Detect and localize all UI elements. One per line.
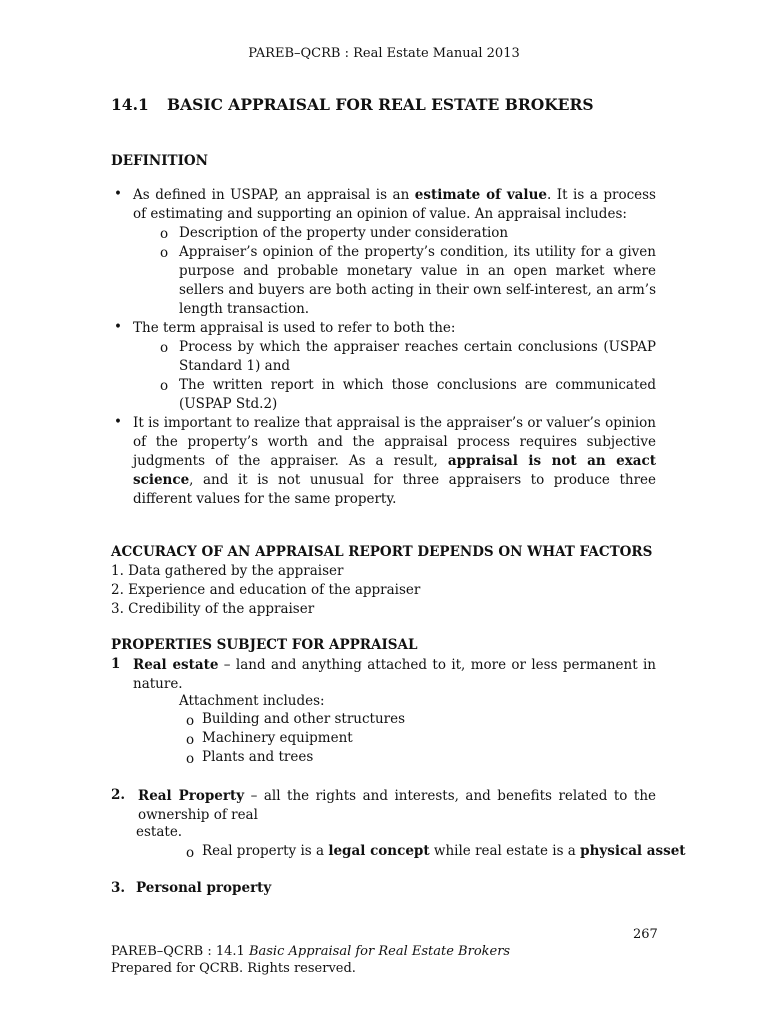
attachment-item-2: Machinery equipment <box>202 730 353 746</box>
sub-bullet-marker: o <box>186 845 195 861</box>
text-run: As defined in USPAP, an appraisal is an <box>133 187 415 203</box>
definition-bullet-2: The term appraisal is used to refer to both the: <box>133 320 456 336</box>
text-run: . It is a process of estimating and supporting an opinion of value. An appraisal includes: <box>133 187 656 222</box>
sub-bullet-marker: o <box>160 340 169 356</box>
accuracy-heading: ACCURACY OF AN APPRAISAL REPORT DEPENDS ON WHAT FACTORS <box>111 544 653 560</box>
real-property-number: 2. <box>111 787 126 803</box>
definition-sub-3: Process by which the appraiser reaches certain conclusions (USPAP Standard 1) and <box>179 339 656 374</box>
section-title-text: BASIC APPRAISAL FOR REAL ESTATE BROKERS <box>167 95 594 114</box>
text-run: while real estate is a <box>429 843 581 859</box>
sub-bullet-marker: o <box>160 245 169 261</box>
bold-term: Real estate <box>133 657 219 673</box>
personal-property-number: 3. <box>111 880 126 896</box>
accuracy-item-3: 3. Credibility of the appraiser <box>111 601 315 617</box>
section-title <box>111 95 594 114</box>
accuracy-item-1: 1. Data gathered by the appraiser <box>111 563 344 579</box>
definition-bullet-3 <box>133 414 656 509</box>
bullet-marker: • <box>114 186 122 202</box>
sub-bullet-marker: o <box>160 378 169 394</box>
text-run: PAREB–QCRB : 14.1 <box>111 944 249 959</box>
footer-line-1 <box>111 944 510 959</box>
definition-sub-2: Appraiser’s opinion of the property’s condition, its utility for a given purpose and probable monetary value in an open market where sellers and buyers are both acting in their own self-interest, an arm’s length transaction. <box>179 244 656 317</box>
definition-heading: DEFINITION <box>111 153 209 169</box>
sub-bullet-marker: o <box>186 713 195 729</box>
real-property-definition <box>138 787 656 825</box>
bold-term: estimate of value <box>414 187 547 203</box>
real-estate-number: 1 <box>111 656 121 672</box>
text-run: It is important to realize that appraisal is the appraiser’s or valuer’s opinion of the property’s worth and the appraisal process requires subjective judgments of the appraiser. As a result, <box>133 415 656 469</box>
text-run: – all the rights and interests, and benefits related to the ownership of real <box>138 788 657 823</box>
footer-line-2: Prepared for QCRB. Rights reserved. <box>111 961 356 976</box>
real-property-note <box>202 843 686 859</box>
attachment-label: Attachment includes: <box>179 693 325 709</box>
definition-sub-4: The written report in which those conclusions are communicated (USPAP Std.2) <box>179 377 656 412</box>
text-run: , and it is not unusual for three appraisers to produce three different values for the same property. <box>133 472 656 507</box>
bullet-marker: • <box>114 414 122 430</box>
properties-heading: PROPERTIES SUBJECT FOR APPRAISAL <box>111 637 418 653</box>
text-run: Real property is a <box>202 843 329 859</box>
sub-bullet-marker: o <box>186 732 195 748</box>
accuracy-item-2: 2. Experience and education of the appraiser <box>111 582 421 598</box>
definition-bullet-1 <box>133 186 656 224</box>
bold-term: legal concept <box>328 843 430 859</box>
sub-bullet-marker: o <box>160 226 169 242</box>
text-run: – land and anything attached to it, more or less permanent in nature. <box>133 657 656 692</box>
section-number: 14.1 <box>111 95 149 114</box>
attachment-item-1: Building and other structures <box>202 711 406 727</box>
sub-bullet-marker: o <box>186 751 195 767</box>
personal-property-heading: Personal property <box>136 880 272 896</box>
definition-sub-1: Description of the property under consideration <box>179 225 509 241</box>
bold-term: physical asset <box>580 843 686 859</box>
bold-term: appraisal is not an exact science <box>133 453 657 488</box>
bold-term: Real Property <box>138 788 245 804</box>
running-header: PAREB–QCRB : Real Estate Manual 2013 <box>248 46 520 61</box>
real-property-continuation: estate. <box>136 824 183 840</box>
page-number: 267 <box>633 927 658 942</box>
real-estate-definition <box>133 656 656 694</box>
attachment-item-3: Plants and trees <box>202 749 314 765</box>
bullet-marker: • <box>114 319 122 335</box>
footer-italic-title: Basic Appraisal for Real Estate Brokers <box>248 944 511 959</box>
